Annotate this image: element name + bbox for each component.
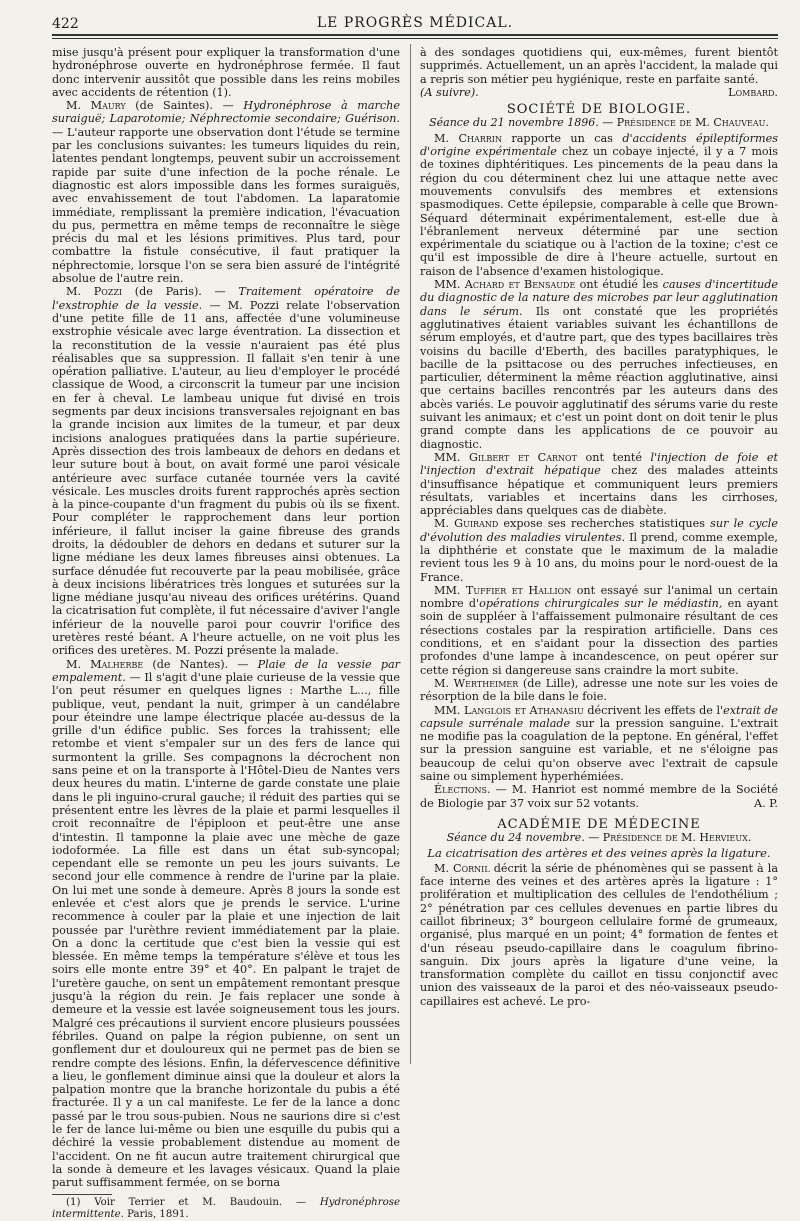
page-header [52,10,778,36]
label: Élections. [434,783,491,797]
author-name: M. Cornil [434,861,490,875]
author-name: MM. Achard et Bensaude [434,278,576,292]
paragraph: M. Charrin rapporte un cas d'accidents épileptiformes d'origine expérimentale chez un cobaye injecté, il y a 7 mois de toxines diphtéritiques. Les pincements de la peau dans la région du cou déterminent chez lui une attaque nette avec mouvements convulsifs des membres et extensions spasmodiques. Cette épilepsie, comparable à celle que Brown-Séquard déterminait expérimentalement, est-elle due à l'ébranlement nerveux déterminé par une section expérimentale du sciatique ou à l'action de la toxine; c'est ce qu'il est impossible de dire à l'heure actuelle, surtout en raison de l'absence d'examen histologique. [420,131,778,278]
paragraph: M. Pozzi (de Paris). — Traitement opératoire de l'exstrophie de la vessie. — M. Pozzi relate l'observation d'une petite fille de 11 ans, affectée d'une volumineuse exstrophie vésicale avec large éventration. La dissection et la reconstitution de la vessie n'auraient pas été plus réalisables que sa suppression. Il fallait s'en tenir à une opération palliative. L'auteur, au lieu d'employer le procédé classique de Wood, a circonscrit la tumeur par une incision en fer à cheval. Le lambeau unique fut divisé en trois segments par deux incisions transversales rejoignant en bas la grande incision aux limites de la tumeur, et par deux incisions analogues pratiquées dans la partie supérieure. Après dissection des trois lambeaux de dehors en dedans et leur suture bout à bout, on avait formé une paroi vésicale antérieure avec surface cutanée tournée vers la cavité vésicale. Les muscles droits furent rapprochés après section à la pince-coupante d'un fragment du pubis où ils se fixent. Pour compléter le rapprochement dans leur portion inférieure, il fallut inciser la gaine fibreuse des grands droits, la dédoubler de dehors en dedans et suturer sur la ligne médiane les deux lames fibreuses ainsi obtenues. La surface dénudée fut recouverte par la peau mobilisée, grâce à deux incisions libératrices très longues et suturées sur la ligne médiane jusqu'au niveau des orifices urétérins. Quand la cicatrisation fut complète, il fut nécessaire d'aviver l'angle inférieur de la nouvelle paroi pour couvrir l'orifice des uretères resté béant. A l'heure actuelle, on ne voit plus les orifices des uretères. M. Pozzi présente la malade. [52,285,400,658]
right-column [420,46,778,1008]
running-title: LE PROGRÈS MÉDICAL. [316,15,514,31]
section-title: ACADÉMIE DE MÉDECINE [497,816,701,832]
author-name: M. Charrin [434,131,502,145]
report-title: Plaie de la vessie par empalement. [52,657,401,684]
signature: Lombard. [728,85,778,99]
subsection-title: La cicatrisation des artères et des veines après la ligature. [427,845,771,860]
signature-line [420,86,778,99]
paragraph: M. Cornil décrit la série de phénomènes qui se passent à la face interne des veines et des artères après la ligature : 1° prolifération et multiplication des cellules de l'endothélium ; 2° pénétration par ces cellules devenues en partie libres du caillot fibrineux; 3° bourgeon cellulaire formé de grumeaux, organisé, plus marqué en un point; 4° formation de fentes et d'un réseau pseudo-capillaire dans le coagulum fibrino-sanguin. Dix jours après la ligature d'une veine, la transformation complète du caillot en tissu conjonctif avec union des vaisseaux de la paroi et des néo-vaisseaux pseudo-capillaires est achevé. Le pro- [420,861,778,1008]
author-name: MM. Langlois et Athanasiu [434,703,584,717]
author-name: M. Wertheimer [434,676,519,690]
author-name: MM. Gilbert et Carnot [434,450,577,464]
left-column [52,46,400,1221]
paragraph: MM. Langlois et Athanasiu décrivent les effets de l'extrait de capsule surrénale malade sur la pression sanguine. L'extrait ne modifie pas la coagulation de la peptone. En général, l'effet sur la pression sanguine est variable, et ne s'éloigne pas beaucoup de celui qu'on observe avec l'extrait de capsule saine ou simplement hyperhémiées. [420,703,779,784]
paragraph: M. Malherbe (de Nantes). — Plaie de la vessie par empalement. — Il s'agit d'une plaie curieuse de la vessie que l'on peut résumer en quelques lignes : Marthe L..., fille publique, veut, pendant la nuit, grimper à un candélabre pour éteindre une lampe électrique placée au-dessus de la grille d'un édifice public. Ses forces la trahissent; elle retombe et vient s'empaler sur un des fers de lance qui surmontent la grille. Ses compagnons la décrochent non sans peine et on la transporte à l'Hôtel-Dieu de Nantes vers deux heures du matin. L'interne de garde constate une plaie dans le pli inguino-crural gauche; il réduit des parties qui se présentent entre les lèvres de la plaie et parmi lesquelles il croit reconnaître de l'épiploon et peut-être une anse d'intestin. Il tamponne la plaie avec une mèche de gaze iodoformée. La fille est dans un état sub-syncopal; cependant elle se remonte un peu les jours suivants. Le second jour elle commence à rendre de l'urine par la plaie. On lui met une sonde à demeure. Après 8 jours la sonde est enlevée et c'est alors que je prends le service. L'urine recommence à couler par la plaie et une injection de lait poussée par l'urèthre revient immédiatement par la plaie. On a donc la certitude que c'est bien la vessie qui est blessée. En même temps la température s'élève et tous les soirs elle monte entre 39° et 40°. En palpant le trajet de l'uretère gauche, on sent un empâtement remontant presque jusqu'à la région du rein. Je fais replacer une sonde à demeure et la vessie est lavée soigneusement tous les jours. Malgré ces précautions il survient encore plusieurs poussées fébriles. Quand on palpe la région pubienne, on sent un gonflement dur et douloureux qui ne permet pas de bien se rendre compte des lésions. Enfin, la défervescence définitive a lieu, le gonflement diminue ainsi que la douleur et alors la palpation montre que la branche horizontale du pubis a été fracturée. Il y a un cal manifeste. Le fer de la lance a donc passé par le trou sous-pubien. Nous ne saurions dire si c'est le fer de lance lui-même ou bien une esquille du pubis qui a déchiré la vessie probablement distendue au moment de l'accident. On ne fit aucun autre traitement chirurgical que la sonde à demeure et les lavages vésicaux. Quand la plaie parut suffisamment fermée, on se borna [52,657,401,1190]
paragraph: MM. Tuffier et Hallion ont essayé sur l'animal un certain nombre d'opérations chirurgicales sur le médiastin, en ayant soin de suppléer à l'affaissement pulmonaire résultant de ces résections costales par la respiration artificielle. Dans ces conditions, et en s'aidant pour la dissection des parties profondes d'une lampe à incandescence, on peut opérer sur cette région si dangereuse sans craindre la mort subite. [420,583,778,677]
session-line: Séance du 24 novembre. — Présidence de M. Hervieux. [446,831,752,845]
column-divider [410,44,411,1064]
session-line: Séance du 21 novembre 1896. — Présidence de M. Chauveau. [429,116,769,130]
paragraph: Élections. — M. Hanriot est nommé membre de la Société de Biologie par 37 voix sur 52 votants. A. P. [420,783,778,810]
author-name: M. Maury [66,99,126,113]
author-name: MM. Tuffier et Hallion [434,583,572,597]
page-number: 422 [52,16,79,32]
paragraph: mise jusqu'à présent pour expliquer la transformation d'une hydronéphrose ouverte en hydronéphrose fermée. Il faut donc intervenir aussitôt que possible dans les reins mobiles avec accidents de rétention (1). [52,46,400,99]
paragraph: M. Maury (de Saintes). — Hydronéphrose à marche suraiguë; Laparotomie; Néphrectomie secondaire; Guérison. — L'auteur rapporte une observation dont l'étude se termine par les conclusions suivantes: les tumeurs liquides du rein, latentes pendant longtemps, peuvent subir un accroissement rapide par suite d'une infection de la poche rénale. Le diagnostic est alors impossible dans les formes suraiguës, avec envahissement de tout l'abdomen. La laparatomie immédiate, remplissant la première indication, l'évacuation du pus, permettra en même temps de reconnaître le siège précis du mal et les lésions primitives. Plus tard, pour combattre la fistule consécutive, il faut pratiquer la néphrectomie, lorsque l'on se sera bien assuré de l'intégrité absolue de l'autre rein. [52,99,400,286]
to-be-continued: (A suivre). [420,85,479,99]
paragraph: M. Guirand expose ses recherches statistiques sur le cycle d'évolution des maladies virulentes. Il prend, comme exemple, la diphthérie et constate que le maximum de la maladie revient tous les 9 à 10 ans, du moins pour le nord-ouest de la France. [420,517,778,584]
report-title: Hydronéphrose à marche suraiguë; Laparotomie; Néphrectomie secondaire; Guérison. [52,99,400,126]
footnote-rule [52,1194,112,1195]
signature: A. P. [753,796,778,810]
report-title: Traitement opératoire de l'exstrophie de la vessie. [52,285,400,312]
author-name: M. Pozzi [66,285,123,299]
section-title: SOCIÉTÉ DE BIOLOGIE. [506,102,692,118]
author-name: M. Malherbe [66,657,144,671]
paragraph: MM. Achard et Bensaude ont étudié les causes d'incertitude du diagnostic de la nature des microbes par leur agglutination dans le sérum. Ils ont constaté que les propriétés agglutinatives étaient variables suivant les échantillons de sérum employés, et d'autre part, que des types bacillaires très voisins du bacille d'Eberth, des bacilles paratyphiques, le bacille de la psittacose ou des perruches infectieuses, en particulier, déterminent la même réaction agglutinative, ainsi que certains bacilles rencontrés par les auteurs dans des abcès variés. Le pouvoir agglutinatif des sérums varie du reste suivant les animaux; et c'est un point dont on doit tenir le plus grand compte dans les applications de ce pouvoir au diagnostic. [420,278,779,451]
header-rule [52,34,778,36]
footnote: (1) Voir Terrier et M. Baudouin. — Hydronéphrose intermittente. Paris, 1891. [52,1196,400,1220]
author-name: M. Guirand [434,517,499,531]
paragraph: MM. Gilbert et Carnot ont tenté l'injection de foie et l'injection d'extrait hépatique chez des malades atteints d'insuffisance hépatique et communiquent leurs premiers résultats, variables et incertains dans les cirrhoses, appréciables dans quelques cas de diabète. [420,450,779,518]
paragraph: M. Wertheimer (de Lille), adresse une note sur les voies de résorption de la bile dans le foie. [420,676,778,704]
paragraph: à des sondages quotidiens qui, eux-mêmes, furent bientôt supprimés. Actuellement, un an après l'accident, la malade qui a repris son métier peu hygiénique, reste en parfaite santé. [420,46,778,86]
header-rule-thin [52,38,778,39]
